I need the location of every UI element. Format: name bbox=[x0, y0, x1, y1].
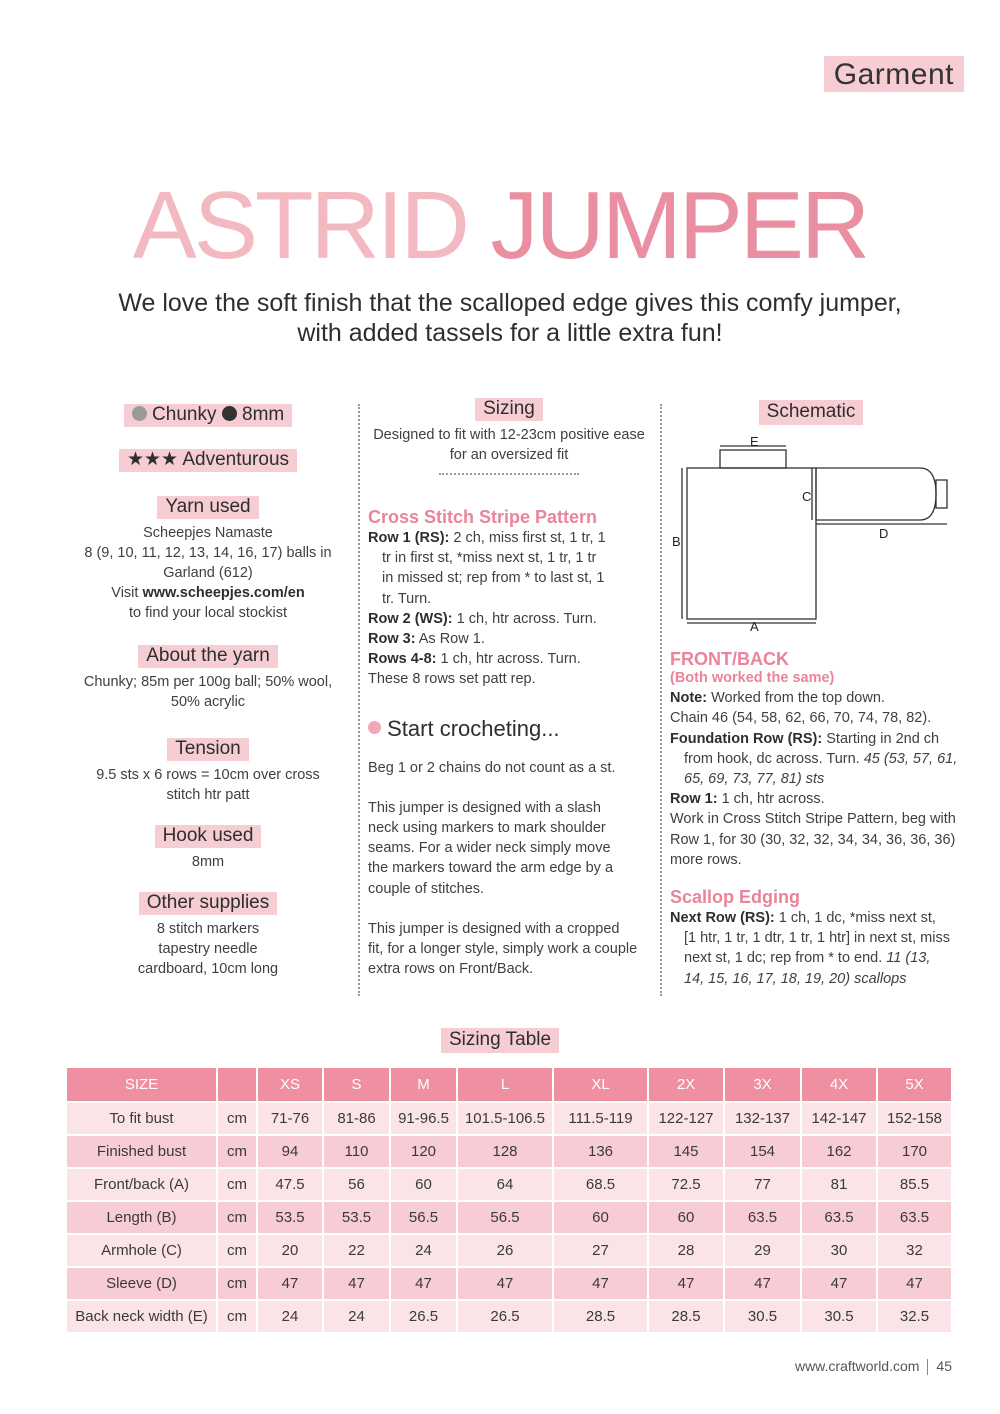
table-row bbox=[67, 1299, 953, 1332]
table-header: SIZE bbox=[67, 1068, 218, 1101]
table-cell: 81-86 bbox=[324, 1101, 391, 1134]
left-column bbox=[68, 404, 348, 979]
section-tag: Garment bbox=[824, 56, 964, 92]
label-e: E bbox=[750, 434, 759, 449]
table-cell: 47 bbox=[458, 1266, 554, 1299]
table-cell: 24 bbox=[324, 1299, 391, 1332]
table-header: 2X bbox=[649, 1068, 725, 1101]
row-label-cell: Armhole (C) bbox=[67, 1233, 218, 1266]
table-cell: 64 bbox=[458, 1167, 554, 1200]
row-label-cell: Sleeve (D) bbox=[67, 1266, 218, 1299]
schematic-heading: Schematic bbox=[759, 400, 864, 425]
about-yarn-heading: About the yarn bbox=[138, 645, 278, 668]
table-cell: 128 bbox=[458, 1134, 554, 1167]
table-cell: 152-158 bbox=[878, 1101, 953, 1134]
table-row bbox=[67, 1101, 953, 1134]
hook-size-label: 8mm bbox=[242, 404, 285, 425]
table-row bbox=[67, 1266, 953, 1299]
rows-set-note: These 8 rows set patt rep. bbox=[368, 671, 536, 688]
row-text: [1 htr, 1 tr, 1 dtr, 1 tr, 1 htr] in next st, miss bbox=[684, 930, 950, 947]
table-header: S bbox=[324, 1068, 391, 1101]
title-part1: ASTRID bbox=[132, 172, 467, 279]
tension-line: 9.5 sts x 6 rows = 10cm over cross bbox=[96, 767, 320, 783]
sizing-line: Designed to fit with 12-23cm positive ease bbox=[373, 427, 645, 443]
row-label: Row 1 (RS): bbox=[368, 530, 450, 546]
other-supplies-heading: Other supplies bbox=[139, 892, 278, 915]
schematic-neck bbox=[720, 450, 786, 468]
title-part2: JUMPER bbox=[490, 172, 868, 279]
table-cell: 120 bbox=[391, 1134, 458, 1167]
table-cell: 154 bbox=[725, 1134, 802, 1167]
table-cell: 26 bbox=[458, 1233, 554, 1266]
table-cell: 28.5 bbox=[554, 1299, 649, 1332]
start-note: the markers toward the arm edge by a bbox=[368, 860, 614, 877]
schematic-heading-wrap bbox=[670, 400, 952, 425]
table-row bbox=[67, 1200, 953, 1233]
row-label: Row 3: bbox=[368, 631, 416, 648]
table-cell: 28.5 bbox=[649, 1299, 725, 1332]
sizing-heading: Sizing bbox=[475, 398, 543, 421]
row-text: Row 1, for 30 (30, 32, 32, 34, 34, 36, 36, 36) bbox=[670, 831, 956, 848]
front-back-block bbox=[670, 648, 960, 989]
table-cell: 122-127 bbox=[649, 1101, 725, 1134]
start-note: This jumper is designed with a slash bbox=[368, 799, 601, 816]
tension-line: stitch htr patt bbox=[166, 787, 250, 803]
table-row bbox=[67, 1233, 953, 1266]
table-cell: 47 bbox=[649, 1266, 725, 1299]
table-cell: 81 bbox=[802, 1167, 878, 1200]
supply-item: 8 stitch markers bbox=[156, 921, 260, 937]
table-header: 4X bbox=[802, 1068, 878, 1101]
label-c: C bbox=[802, 489, 812, 504]
row-text: from hook, dc across. Turn. bbox=[684, 750, 860, 767]
label-b: B bbox=[672, 534, 681, 549]
table-cell: 142-147 bbox=[802, 1101, 878, 1134]
column-divider bbox=[660, 404, 662, 996]
start-note: couple of stitches. bbox=[368, 880, 485, 897]
supply-item: cardboard, 10cm long bbox=[137, 961, 279, 977]
hook-value: 8mm bbox=[191, 854, 225, 870]
row-label-cell: Finished bust bbox=[67, 1134, 218, 1167]
tension-heading: Tension bbox=[167, 738, 249, 761]
table-cell: 47.5 bbox=[258, 1167, 324, 1200]
unit-cell: cm bbox=[218, 1266, 258, 1299]
table-header: XL bbox=[554, 1068, 649, 1101]
table-cell: 56.5 bbox=[391, 1200, 458, 1233]
row-text: 1 ch, htr across. Turn. bbox=[456, 610, 597, 627]
table-cell: 47 bbox=[878, 1266, 953, 1299]
row-label: Row 2 (WS): bbox=[368, 610, 453, 627]
chain-text: Chain 46 (54, 58, 62, 66, 70, 74, 78, 82). bbox=[670, 710, 932, 727]
sizing-block bbox=[368, 398, 650, 475]
pattern-block bbox=[368, 506, 652, 979]
row-text: As Row 1. bbox=[418, 631, 485, 648]
row-text: 1 ch, htr across. Turn. bbox=[440, 651, 581, 668]
sizing-table-heading-wrap bbox=[0, 1028, 1000, 1053]
table-cell: 60 bbox=[391, 1167, 458, 1200]
table-cell: 53.5 bbox=[324, 1200, 391, 1233]
table-cell: 94 bbox=[258, 1134, 324, 1167]
row-label-cell: To fit bust bbox=[67, 1101, 218, 1134]
table-cell: 132-137 bbox=[725, 1101, 802, 1134]
row-text: 1 ch, htr across. bbox=[721, 791, 825, 808]
page-number: 45 bbox=[936, 1358, 952, 1374]
note-label: Note: bbox=[670, 690, 708, 707]
hook-icon bbox=[222, 406, 237, 421]
table-cell: 47 bbox=[258, 1266, 324, 1299]
table-cell: 47 bbox=[391, 1266, 458, 1299]
row-text: next st, 1 dc; rep from * to end. bbox=[684, 950, 883, 967]
table-cell: 110 bbox=[324, 1134, 391, 1167]
yarn-used-heading: Yarn used bbox=[157, 496, 258, 519]
table-cell: 27 bbox=[554, 1233, 649, 1266]
hook-used-heading: Hook used bbox=[155, 825, 262, 848]
sizing-line: for an oversized fit bbox=[449, 447, 569, 463]
table-cell: 29 bbox=[725, 1233, 802, 1266]
table-cell: 30.5 bbox=[725, 1299, 802, 1332]
table-cell: 26.5 bbox=[458, 1299, 554, 1332]
table-cell: 47 bbox=[725, 1266, 802, 1299]
schematic-sleeve bbox=[816, 468, 936, 520]
yarn-line: Scheepjes Namaste bbox=[143, 525, 273, 541]
row-label: Foundation Row (RS): bbox=[670, 730, 823, 747]
table-header: L bbox=[458, 1068, 554, 1101]
table-cell: 60 bbox=[554, 1200, 649, 1233]
table-cell: 77 bbox=[725, 1167, 802, 1200]
note-text: Worked from the top down. bbox=[711, 690, 885, 707]
table-header: M bbox=[391, 1068, 458, 1101]
table-cell: 56.5 bbox=[458, 1200, 554, 1233]
scallop-count: 11 (13, bbox=[886, 950, 931, 967]
yarn-line: 8 (9, 10, 11, 12, 13, 14, 16, 17) balls in bbox=[84, 545, 332, 561]
row-text: in missed st; rep from * to last st, 1 bbox=[382, 570, 605, 587]
sizing-table bbox=[67, 1068, 953, 1332]
table-cell: 26.5 bbox=[391, 1299, 458, 1332]
unit-cell: cm bbox=[218, 1200, 258, 1233]
table-cell: 24 bbox=[258, 1299, 324, 1332]
table-cell: 32.5 bbox=[878, 1299, 953, 1332]
row-text: more rows. bbox=[670, 851, 742, 868]
footer-site-link[interactable]: www.craftworld.com bbox=[794, 1358, 920, 1374]
table-cell: 30.5 bbox=[802, 1299, 878, 1332]
pattern-heading: Cross Stitch Stripe Pattern bbox=[368, 507, 598, 527]
start-note: neck using markers to mark shoulder bbox=[368, 820, 606, 837]
scallop-count: 14, 15, 16, 17, 18, 19, 20) scallops bbox=[684, 970, 907, 987]
row-text: 2 ch, miss first st, 1 tr, 1 bbox=[453, 530, 606, 546]
column-divider bbox=[358, 404, 360, 996]
table-cell: 170 bbox=[878, 1134, 953, 1167]
sizing-divider bbox=[439, 473, 579, 475]
table-cell: 47 bbox=[802, 1266, 878, 1299]
table-cell: 53.5 bbox=[258, 1200, 324, 1233]
schematic-body bbox=[687, 468, 816, 619]
table-cell: 30 bbox=[802, 1233, 878, 1266]
yarn-ball-icon bbox=[368, 721, 381, 734]
table-cell: 145 bbox=[649, 1134, 725, 1167]
yarn-url-link[interactable]: www.scheepjes.com/en bbox=[142, 585, 305, 601]
unit-cell: cm bbox=[218, 1167, 258, 1200]
row-text: tr. Turn. bbox=[382, 590, 432, 607]
unit-cell: cm bbox=[218, 1299, 258, 1332]
table-cell: 63.5 bbox=[878, 1200, 953, 1233]
difficulty-badge bbox=[119, 449, 297, 472]
yarn-ball-icon bbox=[132, 406, 147, 421]
table-cell: 68.5 bbox=[554, 1167, 649, 1200]
unit-cell: cm bbox=[218, 1101, 258, 1134]
table-row bbox=[67, 1134, 953, 1167]
table-header: XS bbox=[258, 1068, 324, 1101]
table-header: 5X bbox=[878, 1068, 953, 1101]
table-cell: 28 bbox=[649, 1233, 725, 1266]
front-back-heading: FRONT/BACK bbox=[670, 649, 789, 669]
row-text: tr in first st, *miss next st, 1 tr, 1 tr bbox=[382, 550, 597, 567]
footer-divider bbox=[927, 1359, 928, 1375]
yarn-line: Garland (612) bbox=[163, 565, 253, 581]
supply-item: tapestry needle bbox=[158, 941, 258, 957]
table-cell: 72.5 bbox=[649, 1167, 725, 1200]
table-cell: 63.5 bbox=[725, 1200, 802, 1233]
yarn-line: to find your local stockist bbox=[129, 605, 287, 621]
yarn-visit: Visit bbox=[111, 585, 139, 601]
table-cell: 162 bbox=[802, 1134, 878, 1167]
table-cell: 85.5 bbox=[878, 1167, 953, 1200]
row-label-cell: Back neck width (E) bbox=[67, 1299, 218, 1332]
schematic-diagram bbox=[668, 430, 958, 635]
row-label: Next Row (RS): bbox=[670, 910, 775, 927]
row-text: Starting in 2nd ch bbox=[826, 730, 940, 747]
start-note: This jumper is designed with a cropped bbox=[368, 920, 620, 937]
unit-cell: cm bbox=[218, 1134, 258, 1167]
table-cell: 63.5 bbox=[802, 1200, 878, 1233]
table-cell: 56 bbox=[324, 1167, 391, 1200]
start-note: seams. For a wider neck simply move bbox=[368, 840, 611, 857]
table-cell: 71-76 bbox=[258, 1101, 324, 1134]
table-cell: 101.5-106.5 bbox=[458, 1101, 554, 1134]
page-title bbox=[0, 172, 1000, 279]
unit-cell: cm bbox=[218, 1233, 258, 1266]
table-header-row bbox=[67, 1068, 953, 1101]
table-cell: 24 bbox=[391, 1233, 458, 1266]
table-cell: 111.5-119 bbox=[554, 1101, 649, 1134]
stitch-count: 45 (53, 57, 61, bbox=[863, 750, 958, 767]
table-cell: 47 bbox=[324, 1266, 391, 1299]
row-text: Work in Cross Stitch Stripe Pattern, beg with bbox=[670, 811, 956, 828]
table-cell: 136 bbox=[554, 1134, 649, 1167]
scallop-heading: Scallop Edging bbox=[670, 887, 801, 908]
row-label-cell: Length (B) bbox=[67, 1200, 218, 1233]
label-d: D bbox=[879, 526, 889, 541]
row-label: Rows 4-8: bbox=[368, 651, 437, 668]
start-note: fit, for a longer style, simply work a couple bbox=[368, 941, 638, 958]
table-cell: 47 bbox=[554, 1266, 649, 1299]
start-note: Beg 1 or 2 chains do not count as a st. bbox=[368, 759, 616, 776]
sizing-table-heading: Sizing Table bbox=[441, 1028, 559, 1053]
weight-label: Chunky bbox=[152, 404, 217, 425]
schematic-cuff bbox=[936, 480, 947, 508]
label-a: A bbox=[750, 619, 759, 634]
table-cell: 60 bbox=[649, 1200, 725, 1233]
table-cell: 20 bbox=[258, 1233, 324, 1266]
table-header: 3X bbox=[725, 1068, 802, 1101]
table-cell: 91-96.5 bbox=[391, 1101, 458, 1134]
weight-badge bbox=[124, 404, 293, 427]
table-row bbox=[67, 1167, 953, 1200]
difficulty-stars: ★★★ bbox=[126, 449, 179, 470]
table-cell: 32 bbox=[878, 1233, 953, 1266]
table-cell: 22 bbox=[324, 1233, 391, 1266]
about-line: 50% acrylic bbox=[170, 694, 246, 710]
start-note: extra rows on Front/Back. bbox=[368, 961, 534, 978]
row-text: 1 ch, 1 dc, *miss next st, bbox=[778, 910, 936, 927]
page-footer bbox=[795, 1358, 952, 1375]
stitch-count: 65, 69, 73, 77, 81) sts bbox=[684, 771, 825, 788]
front-back-subheading: (Both worked the same) bbox=[670, 670, 835, 686]
difficulty-label: Adventurous bbox=[182, 449, 290, 470]
row-label: Row 1: bbox=[670, 791, 718, 808]
start-heading: Start crocheting... bbox=[368, 716, 652, 742]
about-line: Chunky; 85m per 100g ball; 50% wool, bbox=[83, 674, 333, 690]
table-header bbox=[218, 1068, 258, 1101]
row-label-cell: Front/back (A) bbox=[67, 1167, 218, 1200]
subtitle: We love the soft finish that the scalloped edge gives this comfy jumper, with added tassels for a little extra fun! bbox=[118, 289, 902, 347]
